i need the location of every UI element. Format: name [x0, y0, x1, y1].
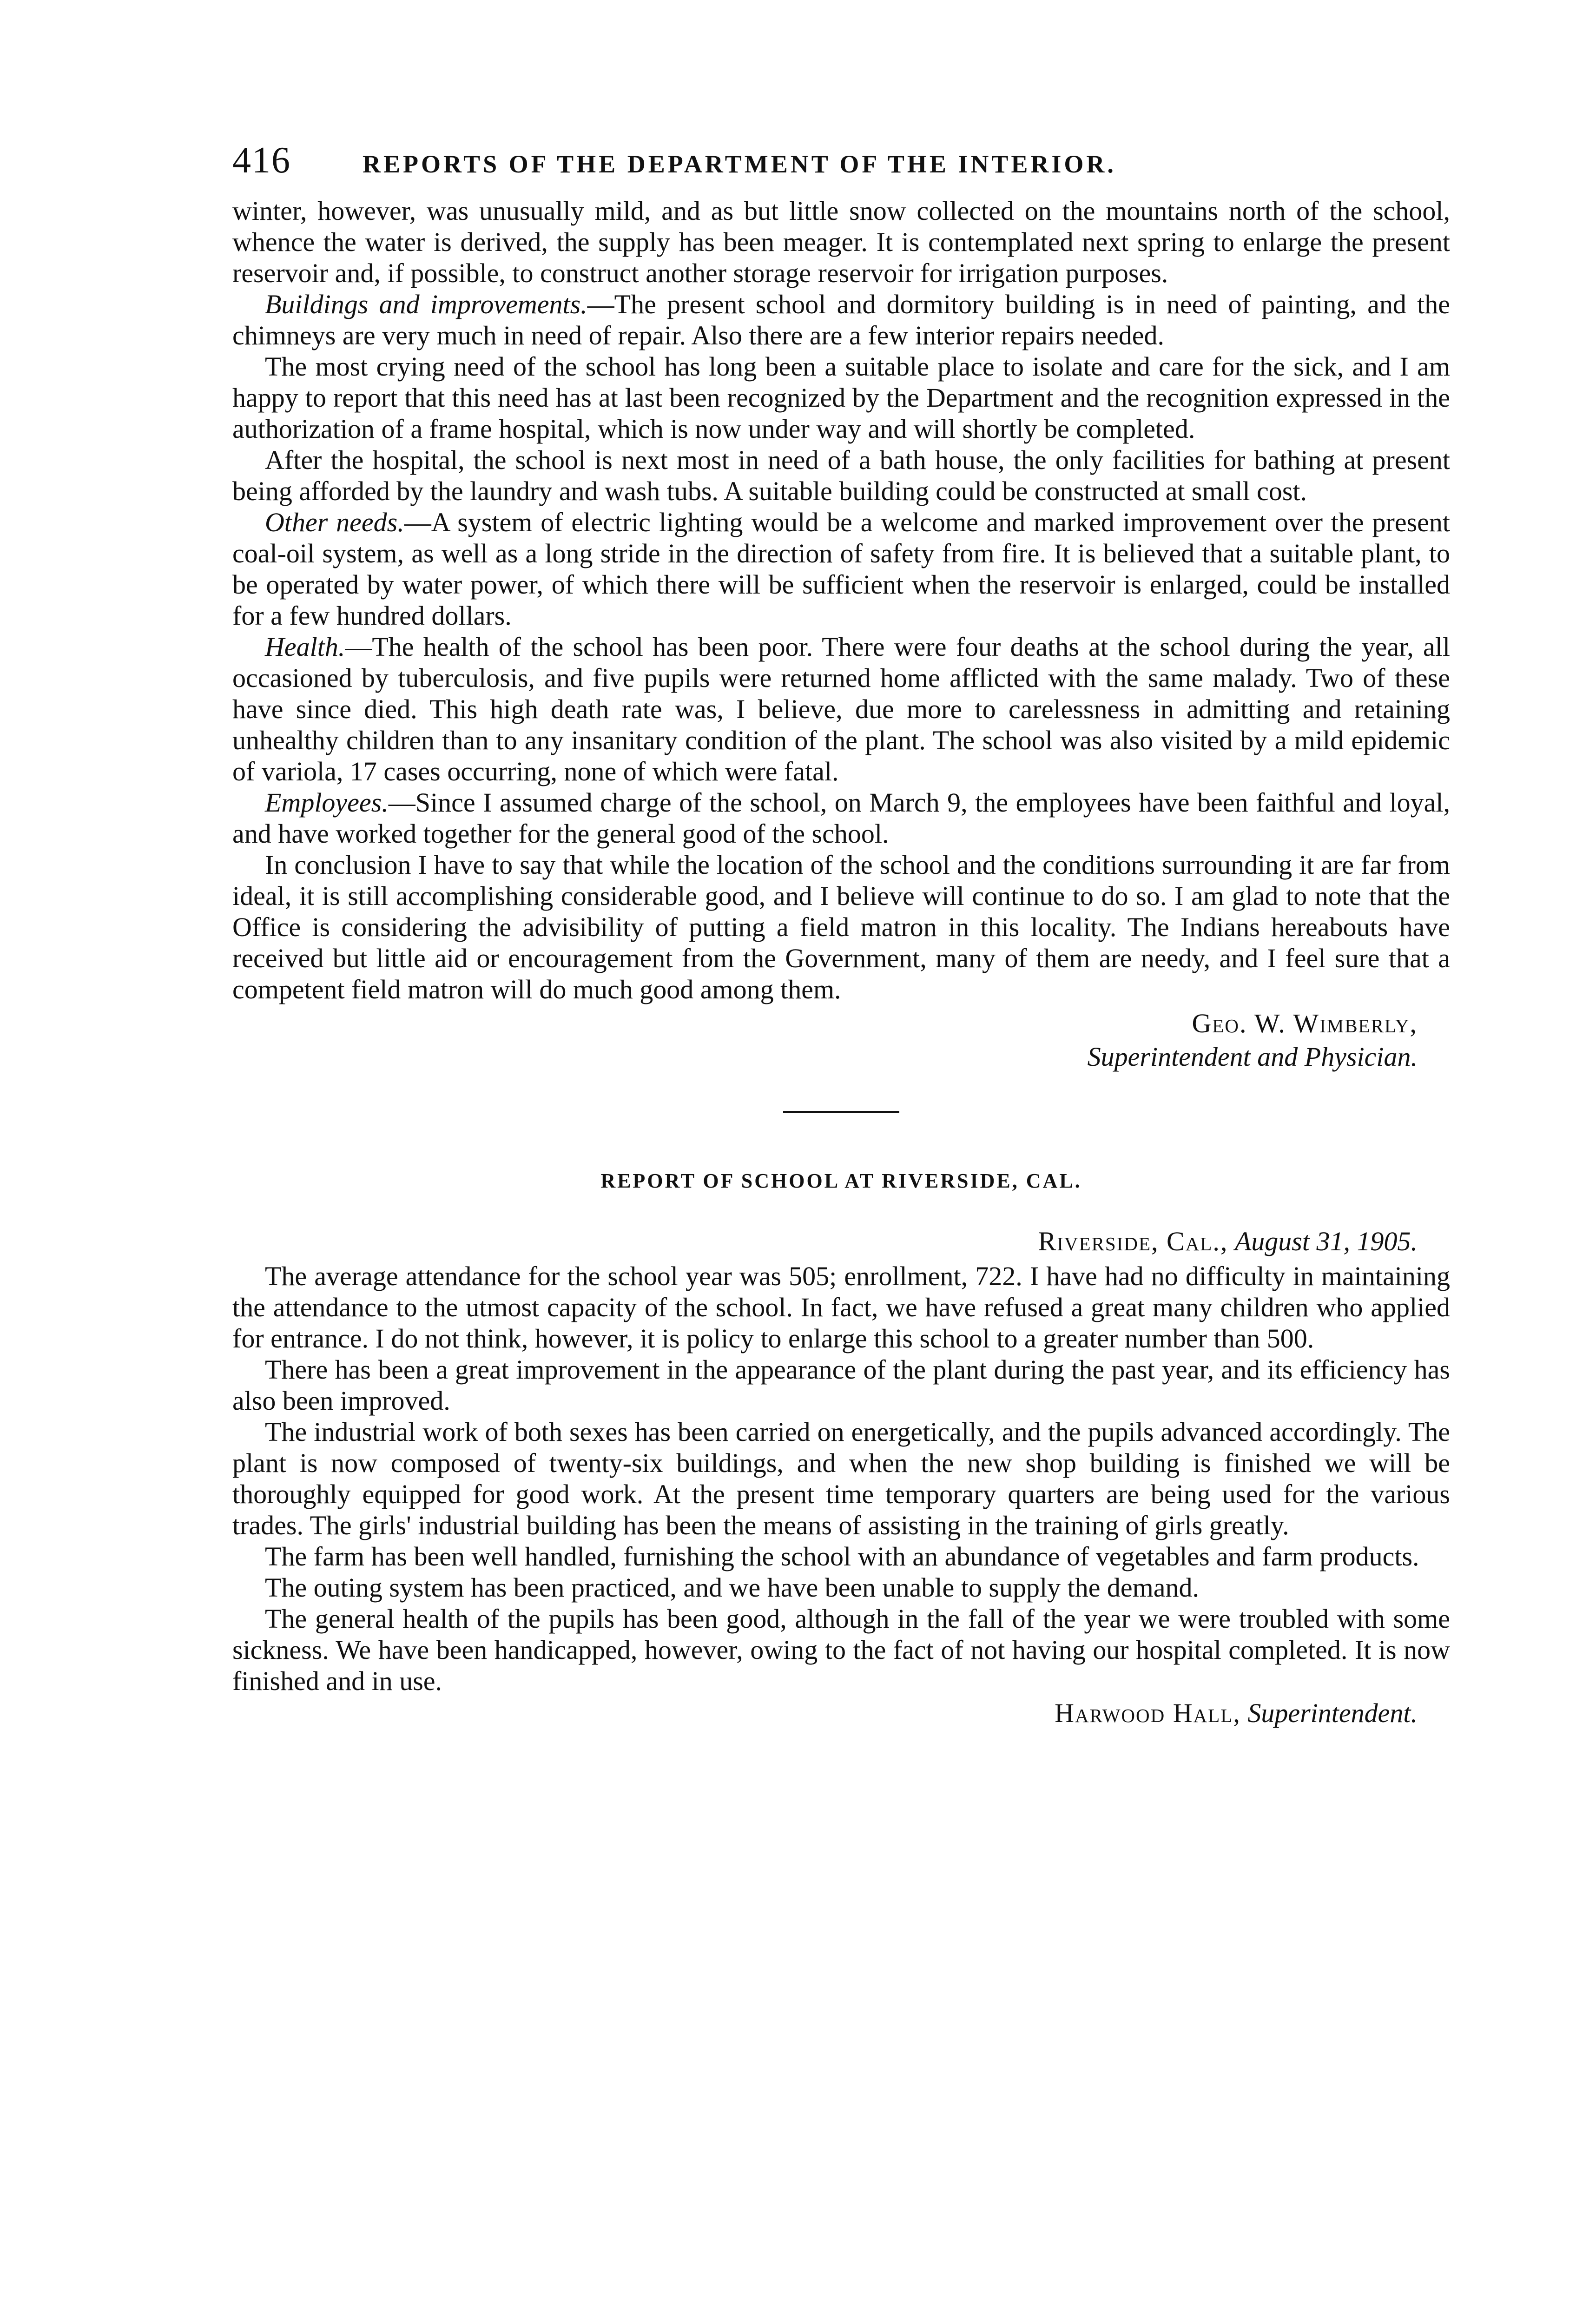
paragraph: The farm has been well handled, furnishing the school with an abundance of vegetables and farm products. — [265, 1541, 1419, 1571]
section-heading: REPORT OF SCHOOL AT RIVERSIDE, CAL. — [600, 1169, 1082, 1192]
running-head — [232, 139, 1450, 186]
signature-title: Superintendent and Physician. — [1087, 1042, 1418, 1072]
section-divider — [783, 1111, 899, 1113]
paragraph-lead: Buildings and improvements. — [265, 289, 587, 319]
signature-block — [232, 1007, 1450, 1074]
dateline — [232, 1225, 1450, 1258]
dateline-date: August 31, 1905. — [1234, 1226, 1418, 1256]
page-number: 416 — [232, 140, 291, 181]
paragraph: Other needs.—A system of electric lighting would be a welcome and marked improvement over the present coal-oil system, as well as a long stride in the direction of safety from fire. It is believed that a suitable plant, to be operated by water power, of which there will be sufficient when the reservoir is enlarged, could be installed for a few hundred dollars. — [232, 507, 1450, 631]
paragraph: There has been a great improvement in the appearance of the plant during the past year, and its efficiency has also been improved. — [232, 1354, 1450, 1416]
paragraph: The average attendance for the school year was 505; enrollment, 722. I have had no difficulty in maintaining the attendance to the utmost capacity of the school. In fact, we have refused a great many children who applied for entrance. I do not think, however, it is policy to enlarge this school to a greater number than 500. — [232, 1261, 1450, 1353]
paragraph: The industrial work of both sexes has been carried on energetically, and the pupils advanced accordingly. The plant is now composed of twenty-six buildings, and when the new shop building is finished we will be thoroughly equipped for good work. At the present time temporary quarters are being used for the various trades. The girls' industrial building has been the means of assisting in the training of girls greatly. — [232, 1417, 1450, 1540]
document-page — [232, 139, 1450, 1730]
running-title: REPORTS OF THE DEPARTMENT OF THE INTERIOR. — [363, 150, 1116, 178]
paragraph: Buildings and improvements.—The present school and dormitory building is in need of painting, and the chimneys are very much in need of repair. Also there are a few interior repairs needed. — [232, 289, 1451, 350]
paragraph: In conclusion I have to say that while the location of the school and the conditions surrounding it are far from ideal, it is still accomplishing considerable good, and I believe will continue to do so. I am glad to note that the Office is considering the advisibility of putting a field matron in this locality. The Indians hereabouts have received but little aid or encouragement from the Government, many of them are needy, and I feel sure that a competent field matron will do much good among them. — [232, 850, 1450, 1004]
paragraph: The most crying need of the school has long been a suitable place to isolate and care for the sick, and I am happy to report that this need has at last been recognized by the Department and the recognition expressed in the authorization of a frame hospital, which is now under way and will shortly be completed. — [232, 351, 1450, 444]
paragraph-lead: Other needs. — [265, 507, 404, 537]
dateline-place: Riverside, Cal., — [1038, 1226, 1228, 1256]
paragraph: winter, however, was unusually mild, and as but little snow collected on the mountains north of the school, whence the water is derived, the supply has been meager. It is contemplated next spring to enlarge the present reservoir and, if possible, to construct another storage reservoir for irrigation purposes. — [232, 196, 1450, 288]
paragraph: Health.—The health of the school has been poor. There were four deaths at the school during the year, all occasioned by tuberculosis, and five pupils were returned home afflicted with the same malady. Two of these have since died. This high death rate was, I believe, due more to carelessness in admitting and retaining unhealthy children than to any insanitary condition of the plant. The school was also visited by a mild epidemic of variola, 17 cases occurring, none of which were fatal. — [232, 632, 1450, 786]
signature-title: Superintendent. — [1247, 1698, 1418, 1728]
paragraph: The general health of the pupils has been good, although in the fall of the year we were troubled with some sickness. We have been handicapped, however, owing to the fact of not having our hospital completed. It is now finished and in use. — [232, 1604, 1450, 1696]
paragraph-lead: Employees. — [265, 787, 389, 818]
paragraph: The outing system has been practiced, and we have been unable to supply the demand. — [265, 1572, 1200, 1603]
signature-name: Harwood Hall, — [1055, 1698, 1241, 1728]
signature-name: Geo. W. Wimberly, — [1192, 1008, 1418, 1038]
signature-block — [232, 1697, 1450, 1730]
paragraph-lead: Health. — [265, 632, 345, 662]
report-section-first — [232, 195, 1450, 1074]
paragraph: After the hospital, the school is next most in need of a bath house, the only facilities for bathing at present being afforded by the laundry and wash tubs. A suitable building could be constructed at small cost. — [232, 445, 1450, 506]
report-section-riverside — [232, 1169, 1450, 1730]
paragraph: Employees.—Since I assumed charge of the school, on March 9, the employees have been faithful and loyal, and have worked together for the general good of the school. — [232, 787, 1450, 849]
